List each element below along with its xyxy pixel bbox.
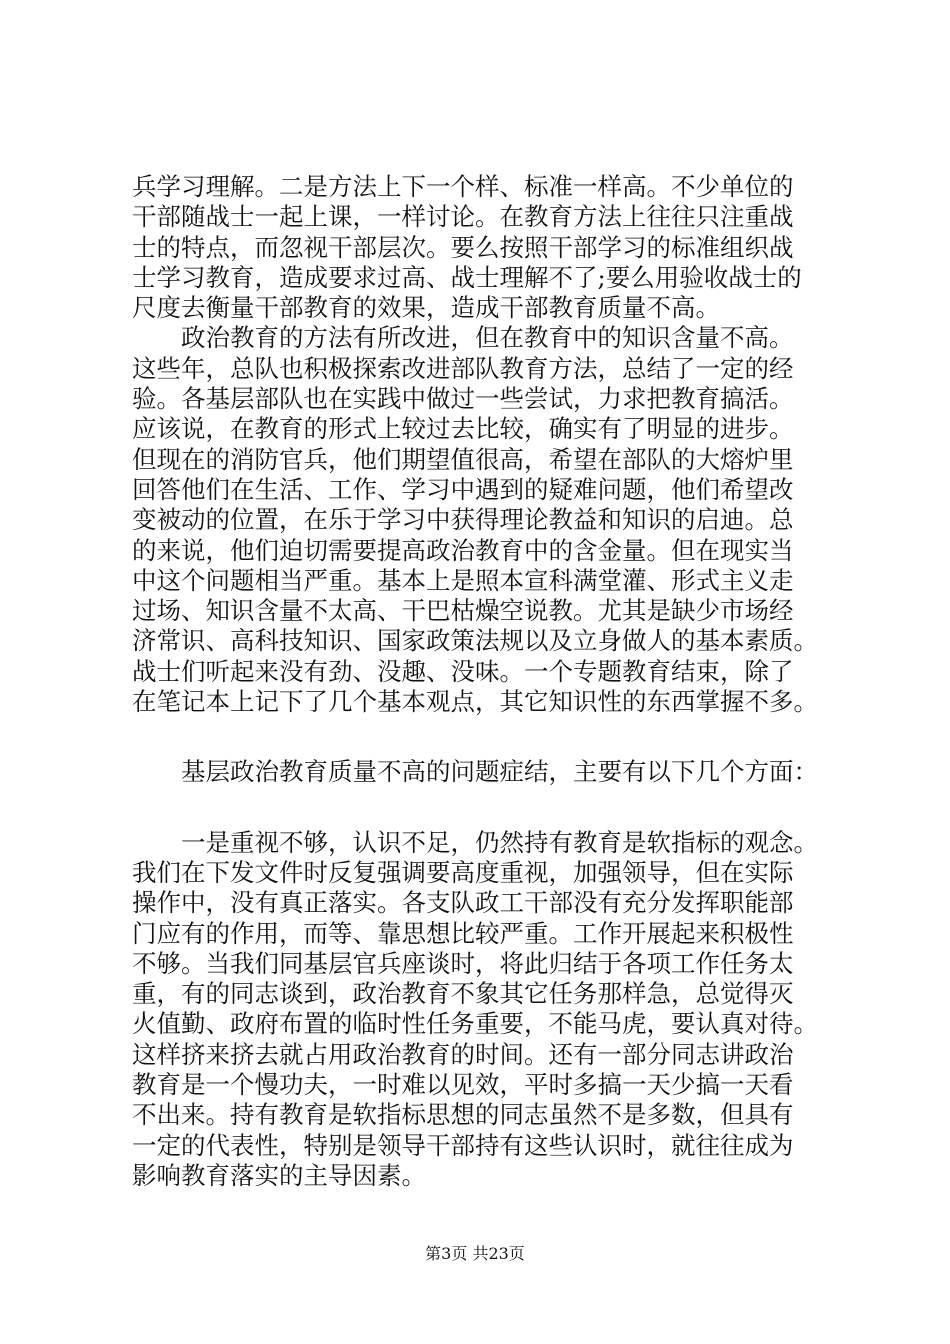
- text-line: 政治教育的方法有所改进，但在教育中的知识含量不高。: [132, 323, 794, 353]
- text-line: 火值勤、政府布置的临时性任务重要，不能马虎，要认真对待。: [132, 1009, 818, 1039]
- paragraph-block-2: [132, 757, 832, 787]
- page-number-footer: 第3页 共23页: [425, 1244, 525, 1263]
- paragraph-block-3: [132, 828, 832, 1192]
- text-line: 中这个问题相当严重。基本上是照本宣科满堂灌、形式主义走: [132, 565, 794, 595]
- text-line: 影响教育落实的主导因素。: [132, 1160, 426, 1190]
- text-line: 在笔记本上记下了几个基本观点，其它知识性的东西掌握不多。: [132, 687, 818, 717]
- text-line: 战士们听起来没有劲、没趣、没味。一个专题教育结束，除了: [132, 656, 794, 686]
- text-line: 这样挤来挤去就占用政治教育的时间。还有一部分同志讲政治: [132, 1039, 794, 1069]
- text-line: 不够。当我们同基层官兵座谈时，将此归结于各项工作任务太: [132, 948, 794, 978]
- text-line: 士学习教育，造成要求过高、战士理解不了;要么用验收战士的: [132, 262, 802, 292]
- text-line: 回答他们在生活、工作、学习中遇到的疑难问题，他们希望改: [132, 474, 794, 504]
- paragraph-block-1: [132, 172, 832, 717]
- document-body: [132, 172, 832, 1191]
- text-line: 济常识、高科技知识、国家政策法规以及立身做人的基本素质。: [132, 626, 818, 656]
- text-line: 不出来。持有教育是软指标思想的同志虽然不是多数，但具有: [132, 1100, 794, 1130]
- text-line: 变被动的位置，在乐于学习中获得理论教益和知识的启迪。总: [132, 505, 794, 535]
- text-line: 这些年，总队也积极探索改进部队教育方法，总结了一定的经: [132, 353, 794, 383]
- text-line: 操作中，没有真正落实。各支队政工干部没有充分发挥职能部: [132, 888, 794, 918]
- text-line: 重，有的同志谈到，政治教育不象其它任务那样急，总觉得灭: [132, 979, 794, 1009]
- text-line: 过场、知识含量不太高、干巴枯燥空说教。尤其是缺少市场经: [132, 596, 794, 626]
- text-line: 士的特点，而忽视干部层次。要么按照干部学习的标准组织战: [132, 232, 794, 262]
- text-line: 基层政治教育质量不高的问题症结，主要有以下几个方面：: [132, 757, 818, 787]
- text-line: 一是重视不够，认识不足，仍然持有教育是软指标的观念。: [132, 827, 818, 857]
- paragraph-spacer: [132, 788, 832, 828]
- text-line: 门应有的作用，而等、靠思想比较严重。工作开展起来积极性: [132, 918, 794, 948]
- text-line: 但现在的消防官兵，他们期望值很高，希望在部队的大熔炉里: [132, 444, 794, 474]
- text-line: 的来说，他们迫切需要提高政治教育中的含金量。但在现实当: [132, 535, 794, 565]
- text-line: 干部随战士一起上课，一样讨论。在教育方法上往往只注重战: [132, 202, 794, 232]
- text-line: 一定的代表性，特别是领导干部持有这些认识时，就往往成为: [132, 1130, 794, 1160]
- text-line: 应该说，在教育的形式上较过去比较，确实有了明显的进步。: [132, 414, 794, 444]
- text-line: 我们在下发文件时反复强调要高度重视，加强领导，但在实际: [132, 857, 794, 887]
- paragraph-spacer: [132, 717, 832, 757]
- text-line: 兵学习理解。二是方法上下一个样、标准一样高。不少单位的: [132, 172, 794, 201]
- text-line: 验。各基层部队也在实践中做过一些尝试，力求把教育搞活。: [132, 384, 794, 414]
- text-line: 教育是一个慢功夫，一时难以见效，平时多搞一天少搞一天看: [132, 1070, 794, 1100]
- text-line: 尺度去衡量干部教育的效果，造成干部教育质量不高。: [132, 293, 720, 323]
